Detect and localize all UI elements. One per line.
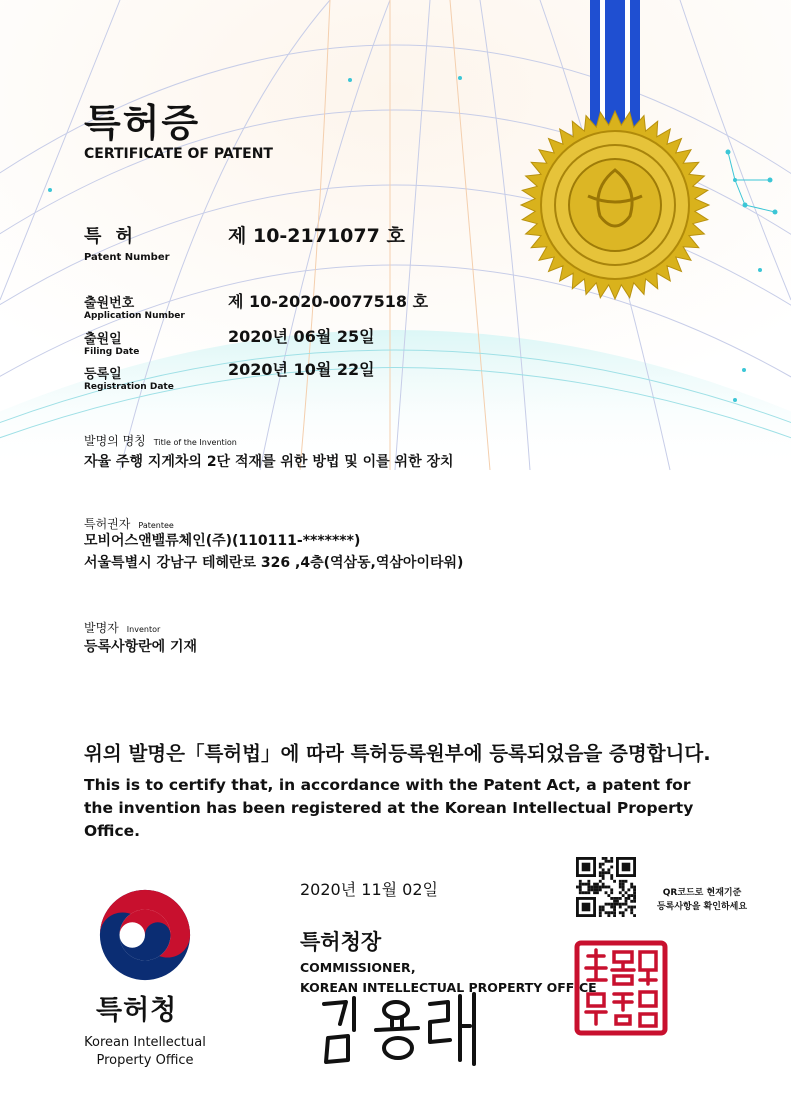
issue-date: 2020년 11월 02일 [300, 880, 438, 899]
patentee-name: 모비어스앤밸류체인(주)(110111-*******) [84, 533, 361, 549]
certification-statement-ko: 위의 발명은「특허법」에 따라 특허등록원부에 등록되었음을 증명합니다. [84, 742, 711, 765]
patentee-address: 서울특별시 강남구 테헤란로 326 ,4층(역삼동,역삼아이타워) [84, 555, 464, 571]
commissioner-title-en-line1: COMMISSIONER, [300, 960, 416, 975]
commissioner-title: 특허청장 [300, 930, 382, 954]
patent-number-value: 제 10-2171077 호 [228, 225, 405, 247]
invention-label-en: Title of the Invention [153, 438, 237, 447]
application-number-label [84, 292, 185, 321]
office-name-ko: 특허청 [96, 995, 178, 1026]
office-name-en-line2: Property Office [96, 1053, 194, 1068]
application-number-label-ko: 출원번호 [84, 296, 135, 311]
registration-date-label [84, 363, 174, 392]
patentee-label-ko: 특허권자 [84, 517, 131, 531]
filing-date-value: 2020년 06월 25일 [228, 327, 375, 346]
patent-number-label-en: Patent Number [84, 252, 170, 263]
registration-date-value: 2020년 10월 22일 [228, 360, 375, 379]
registration-date-label-en: Registration Date [84, 382, 174, 392]
inventor-label [84, 617, 160, 636]
invention-title: 자율 주행 지게차의 2단 적재를 위한 방법 및 이를 위한 장치 [84, 454, 454, 470]
patent-number-label-ko: 특 허 [84, 226, 138, 247]
application-number-value: 제 10-2020-0077518 호 [228, 292, 429, 311]
inventor-label-ko: 발명자 [84, 621, 119, 635]
official-red-stamp [574, 940, 668, 1036]
inventor-label-en: Inventor [126, 625, 161, 634]
invention-label [84, 430, 237, 449]
certificate-title-en: CERTIFICATE OF PATENT [84, 146, 273, 162]
qr-note-line1: QR코드로 현재기준 [662, 888, 742, 898]
certification-statement-en: This is to certify that, in accordance with the Patent Act, a patent for the invention has been registered at the Korean Intellectual Property Office. [84, 776, 694, 840]
taegeuk-logo [96, 886, 194, 984]
filing-date-label [84, 328, 139, 357]
qr-note [640, 886, 764, 914]
office-name-en [70, 1034, 220, 1070]
patentee-label-en: Patentee [138, 521, 174, 530]
application-number-label-en: Application Number [84, 311, 185, 321]
filing-date-label-en: Filing Date [84, 347, 140, 357]
gold-seal [518, 108, 712, 302]
qr-code[interactable] [576, 857, 636, 917]
commissioner-title-en-line2: KOREAN INTELLECTUAL PROPERTY OFFICE [300, 980, 597, 995]
certificate-title: 특허증 [84, 101, 201, 145]
office-name-en-line1: Korean Intellectual [84, 1035, 206, 1050]
patent-number-label [84, 222, 170, 263]
filing-date-label-ko: 출원일 [84, 332, 122, 347]
commissioner-signature [318, 990, 488, 1070]
invention-label-ko: 발명의 명칭 [84, 434, 146, 448]
qr-note-line2: 등록사항을 확인하세요 [656, 902, 748, 912]
inventor-value: 등록사항란에 기재 [84, 639, 198, 655]
registration-date-label-ko: 등록일 [84, 367, 122, 382]
